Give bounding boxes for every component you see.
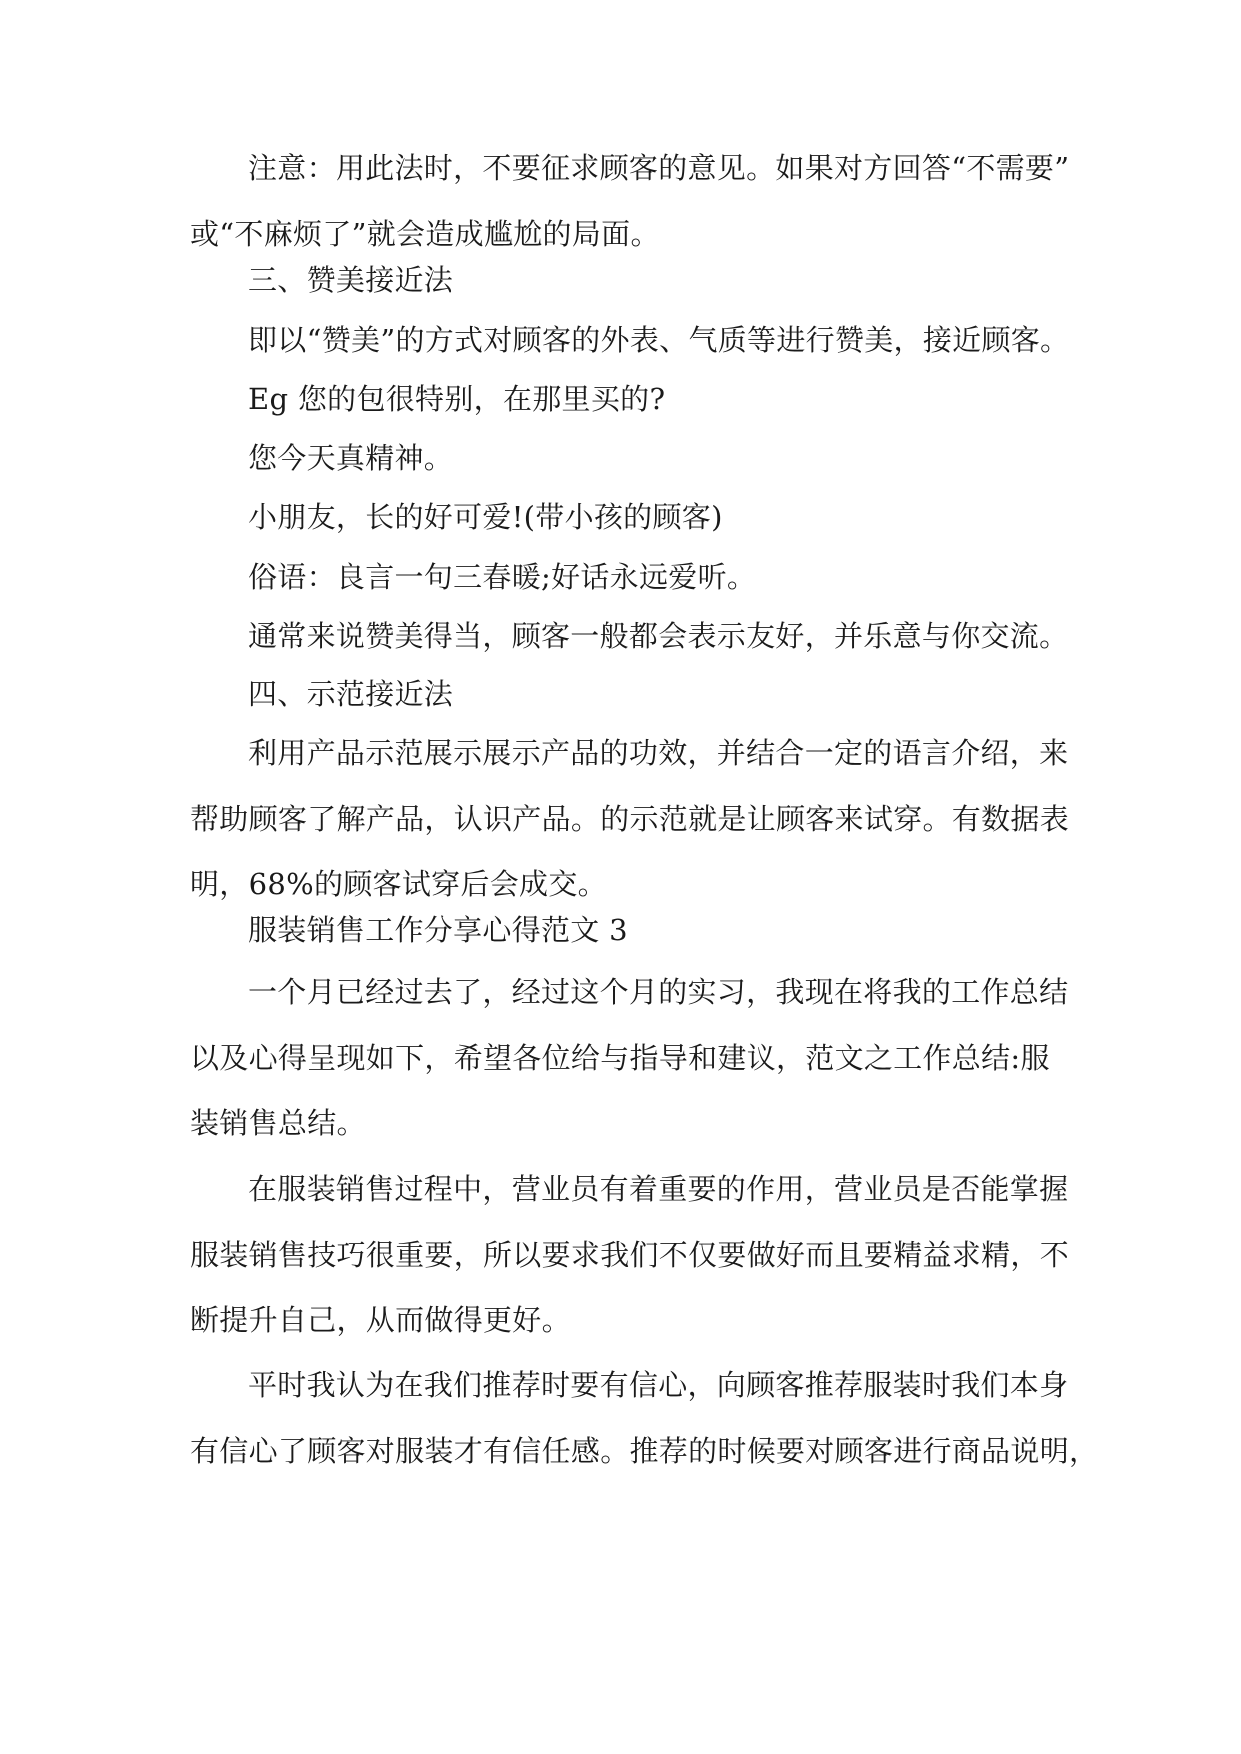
text-line: 有信心了顾客对服装才有信任感。推荐的时候要对顾客进行商品说明，	[190, 1433, 1099, 1468]
paragraph-example-bag	[190, 367, 1070, 433]
heading-praise-approach	[190, 248, 1070, 314]
heading-demonstration-approach	[190, 662, 1070, 728]
text-line: 在服装销售过程中，营业员有着重要的作用，营业员是否能掌握	[248, 1172, 1069, 1206]
text-line: 您今天真精神。	[248, 441, 454, 475]
paragraph-praise-definition	[190, 308, 1070, 374]
text-line: 注意：用此法时，不要征求顾客的意见。如果对方回答“不需要”	[248, 151, 1070, 185]
text-line: 俗语：良言一句三春暖;好话永远爱听。	[248, 560, 757, 594]
paragraph-demonstration	[190, 721, 1070, 918]
paragraph-proverb	[190, 545, 1070, 611]
paragraph-example-child	[190, 485, 1070, 551]
text-line: 以及心得呈现如下，希望各位给与指导和建议，范文之工作总结:服	[190, 1040, 1050, 1075]
text-line: 帮助顾客了解产品，认识产品。的示范就是让顾客来试穿。有数据表	[190, 801, 1070, 836]
text-line: Eg 您的包很特别，在那里买的?	[248, 382, 666, 416]
text-line: 服装销售技巧很重要，所以要求我们不仅要做好而且要精益求精，不	[190, 1237, 1070, 1272]
text-line: 即以“赞美”的方式对顾客的外表、气质等进行赞美，接近顾客。	[248, 323, 1070, 357]
text-line: 小朋友，长的好可爱!(带小孩的顾客)	[248, 500, 723, 534]
text-line: 四、示范接近法	[248, 677, 454, 711]
text-line: 平时我认为在我们推荐时要有信心，向顾客推荐服装时我们本身	[248, 1368, 1069, 1402]
text-line: 断提升自己，从而做得更好。	[190, 1303, 571, 1337]
text-line: 明，68%的顾客试穿后会成交。	[190, 867, 607, 901]
paragraph-sales-role	[190, 1157, 1070, 1354]
paragraph-internship-summary	[190, 960, 1070, 1157]
text-line: 通常来说赞美得当，顾客一般都会表示友好，并乐意与你交流。	[248, 619, 1069, 653]
text-line: 利用产品示范展示展示产品的功效，并结合一定的语言介绍，来	[248, 736, 1069, 770]
text-line: 装销售总结。	[190, 1106, 366, 1140]
text-line: 一个月已经过去了，经过这个月的实习，我现在将我的工作总结	[248, 975, 1069, 1009]
paragraph-example-spirit	[190, 426, 1070, 492]
text-line: 三、赞美接近法	[248, 263, 454, 297]
text-line: 服装销售工作分享心得范文 3	[248, 913, 628, 947]
text-line: 或“不麻烦了”就会造成尴尬的局面。	[190, 216, 660, 251]
paragraph-confidence	[190, 1353, 1099, 1484]
section-title-sample-3	[190, 898, 1070, 964]
paragraph-praise-result	[190, 604, 1070, 670]
